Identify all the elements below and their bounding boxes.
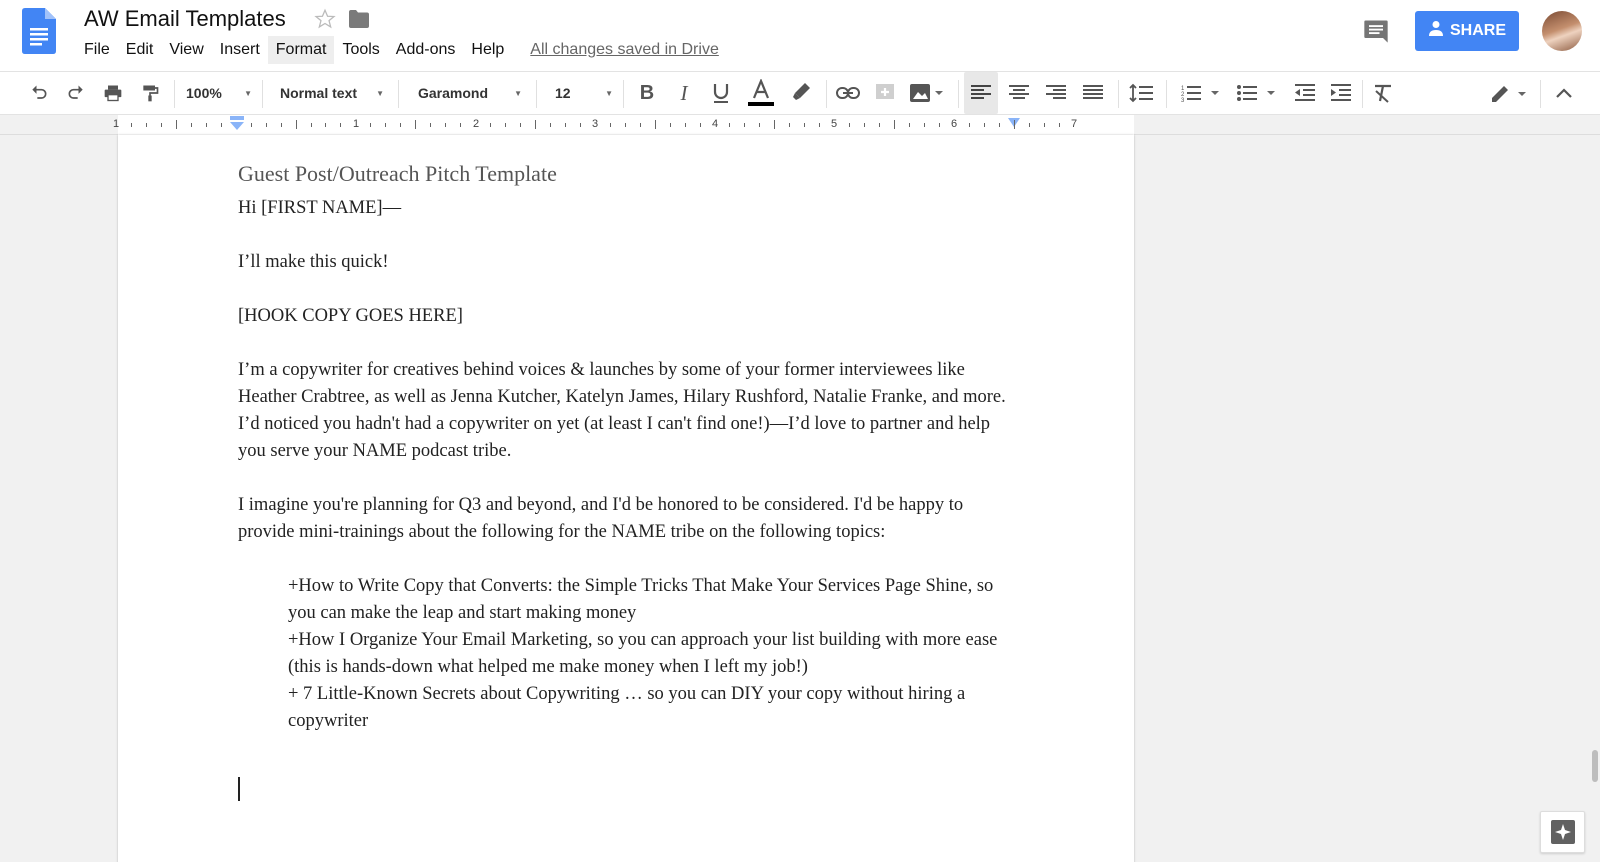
text-color-icon[interactable] [746, 72, 776, 114]
list-item: +How I Organize Your Email Marketing, so you can approach your list building with more ease (this is hands-down what helped me make money when I left my job!) [288, 630, 998, 677]
ruler-number: 1 [112, 118, 120, 130]
chevron-down-icon: ▼ [514, 88, 522, 98]
scrollbar-thumb[interactable] [1592, 750, 1598, 782]
star-icon[interactable] [314, 8, 336, 30]
ruler-tick [1029, 123, 1030, 127]
insert-image-icon[interactable] [906, 72, 946, 114]
svg-text:1: 1 [1181, 86, 1185, 92]
ruler-tick [759, 123, 760, 127]
ruler-tick [640, 123, 641, 127]
document-page[interactable] [118, 135, 1134, 862]
ruler-tick [849, 123, 850, 127]
ruler-tick [909, 123, 910, 127]
ruler-tick [1059, 123, 1060, 127]
paragraph: I’m a copywriter for creatives behind voices & launches by some of your former interviewees like Heather Crabtree, as well as Jenna Kutcher, Katelyn James, Hilary Rushford, Natalie Franke, and more. I’d noticed you hadn't had a copywriter on yet (at least I can't find one!)—I’d love to partner and help you serve your NAME podcast tribe. [238, 360, 1006, 461]
increase-indent-icon[interactable] [1326, 72, 1356, 114]
chevron-down-icon: ▼ [605, 88, 613, 98]
ruler-tick [400, 123, 401, 127]
ruler-tick [670, 123, 671, 127]
share-button[interactable] [1415, 11, 1519, 51]
menu-bar [76, 36, 719, 64]
ruler-number: 6 [950, 118, 958, 130]
ruler-tick [266, 123, 267, 127]
ruler-strip [118, 115, 1134, 135]
ruler-tick [744, 123, 745, 127]
undo-icon[interactable] [24, 72, 54, 114]
ruler-tick [864, 123, 865, 127]
ruler-tick [894, 120, 895, 129]
ruler-number: 1 [352, 118, 360, 130]
numbered-list-icon[interactable] [1178, 72, 1222, 114]
justify-icon[interactable] [1078, 72, 1108, 114]
link-icon[interactable] [833, 72, 863, 114]
ruler-tick [535, 120, 536, 129]
paragraph-style-select[interactable] [280, 72, 384, 114]
menu-tools[interactable]: Tools [342, 41, 380, 58]
text-cursor [238, 777, 240, 801]
ruler-tick [221, 123, 222, 127]
svg-text:3: 3 [1181, 98, 1185, 103]
ruler-tick [325, 123, 326, 127]
person-add-icon [1428, 20, 1444, 43]
ruler-tick [176, 120, 177, 129]
bold-icon[interactable]: B [639, 81, 655, 104]
clear-formatting-icon[interactable] [1368, 72, 1398, 114]
line-spacing-icon[interactable] [1126, 72, 1156, 114]
menu-add-ons[interactable]: Add-ons [395, 41, 456, 58]
ruler-tick [505, 123, 506, 127]
align-right-icon[interactable] [1041, 72, 1071, 114]
ruler-tick [1044, 123, 1045, 127]
menu-insert[interactable]: Insert [219, 41, 260, 58]
formatting-toolbar [0, 71, 1600, 115]
chevron-down-icon: ▼ [376, 88, 384, 98]
menu-file[interactable]: File [84, 41, 110, 58]
ruler-tick [969, 123, 970, 127]
ruler-tick [610, 123, 611, 127]
ruler-tick [879, 123, 880, 127]
explore-button[interactable] [1540, 811, 1585, 853]
menu-help[interactable]: Help [471, 41, 505, 58]
paragraph-style-value: Normal text [280, 85, 358, 101]
highlight-icon[interactable] [786, 72, 816, 114]
ruler-tick [984, 123, 985, 127]
ruler-tick [924, 123, 925, 127]
docs-logo-icon[interactable] [22, 8, 56, 54]
align-center-icon[interactable] [1004, 72, 1034, 114]
ruler-tick [445, 123, 446, 127]
ruler-tick [191, 123, 192, 127]
share-label: SHARE [1449, 22, 1506, 39]
save-status-link[interactable]: All changes saved in Drive [530, 41, 719, 58]
menu-view[interactable]: View [169, 41, 204, 58]
ruler-tick [131, 123, 132, 127]
font-select[interactable] [418, 72, 522, 114]
zoom-select[interactable] [186, 72, 252, 114]
ruler-tick [385, 123, 386, 127]
comments-icon[interactable] [1362, 17, 1390, 45]
ruler-tick [1014, 120, 1015, 129]
document-title[interactable]: AW Email Templates [84, 6, 286, 31]
ruler-tick [460, 123, 461, 127]
ruler-tick [939, 123, 940, 127]
ruler-number: 7 [1070, 118, 1078, 130]
app-header [0, 0, 1600, 71]
ruler-tick [161, 123, 162, 127]
folder-icon[interactable] [348, 10, 370, 28]
paragraph: Hi [FIRST NAME]— [238, 198, 402, 218]
left-indent-marker[interactable] [229, 115, 245, 136]
paragraph: [HOOK COPY GOES HERE] [238, 306, 463, 326]
font-size-select[interactable] [555, 72, 613, 114]
ruler-number: 2 [472, 118, 480, 130]
paragraph: I’ll make this quick! [238, 252, 389, 272]
chevron-down-icon: ▼ [244, 88, 252, 98]
ruler-tick [296, 120, 297, 129]
zoom-value: 100% [186, 85, 222, 101]
ruler-tick [430, 123, 431, 127]
list-item: + 7 Little-Known Secrets about Copywriting … so you can DIY your copy without hiring a copywriter [288, 684, 966, 731]
ruler-tick [370, 123, 371, 127]
user-avatar[interactable] [1542, 11, 1582, 51]
collapse-toolbar-icon[interactable] [1549, 72, 1579, 114]
ruler-tick [251, 123, 252, 127]
align-left-icon[interactable] [964, 72, 998, 114]
ruler-tick [550, 123, 551, 127]
ruler-tick [655, 120, 656, 129]
ruler-tick [340, 123, 341, 127]
ruler-tick [999, 123, 1000, 127]
decrease-indent-icon[interactable] [1290, 72, 1320, 114]
ruler-tick [789, 123, 790, 127]
ruler-tick [625, 123, 626, 127]
list-item: +How to Write Copy that Converts: the Simple Tricks That Make Your Services Page Shine, so you can make the leap and start making money [288, 576, 994, 623]
print-icon[interactable] [98, 72, 128, 114]
ruler-tick [580, 123, 581, 127]
add-comment-icon[interactable] [870, 72, 900, 114]
bulleted-list-icon[interactable] [1234, 72, 1278, 114]
paragraph: I imagine you're planning for Q3 and beyond, and I'd be honored to be considered. I'd be happy to provide mini-trainings about the following for the NAME tribe on the following topics: [238, 495, 964, 542]
ruler-number: 3 [591, 118, 599, 130]
ruler-tick [146, 123, 147, 127]
ruler-tick [774, 120, 775, 129]
document-heading: Guest Post/Outreach Pitch Template [238, 161, 557, 186]
font-size-value: 12 [555, 85, 571, 101]
menu-edit[interactable]: Edit [125, 41, 154, 58]
menu-format[interactable]: Format [268, 36, 335, 64]
ruler-tick [206, 123, 207, 127]
ruler-tick [415, 120, 416, 129]
ruler-tick [804, 123, 805, 127]
editing-mode-icon[interactable] [1486, 72, 1530, 114]
ruler-tick [565, 123, 566, 127]
explore-icon [1550, 819, 1576, 845]
ruler-tick [520, 123, 521, 127]
document-body[interactable] [238, 159, 1008, 735]
ruler-tick [700, 123, 701, 127]
horizontal-ruler[interactable] [0, 115, 1600, 135]
ruler-tick [685, 123, 686, 127]
underline-icon[interactable] [706, 72, 736, 114]
font-value: Garamond [418, 85, 489, 101]
paint-format-icon[interactable] [135, 72, 165, 114]
svg-text:2: 2 [1181, 92, 1185, 98]
ruler-tick [281, 123, 282, 127]
ruler-tick [729, 123, 730, 127]
ruler-tick [819, 123, 820, 127]
italic-icon[interactable]: I [680, 80, 688, 105]
ruler-number: 5 [830, 118, 838, 130]
ruler-tick [490, 123, 491, 127]
ruler-tick [311, 123, 312, 127]
ruler-number: 4 [711, 118, 719, 130]
redo-icon[interactable] [61, 72, 91, 114]
